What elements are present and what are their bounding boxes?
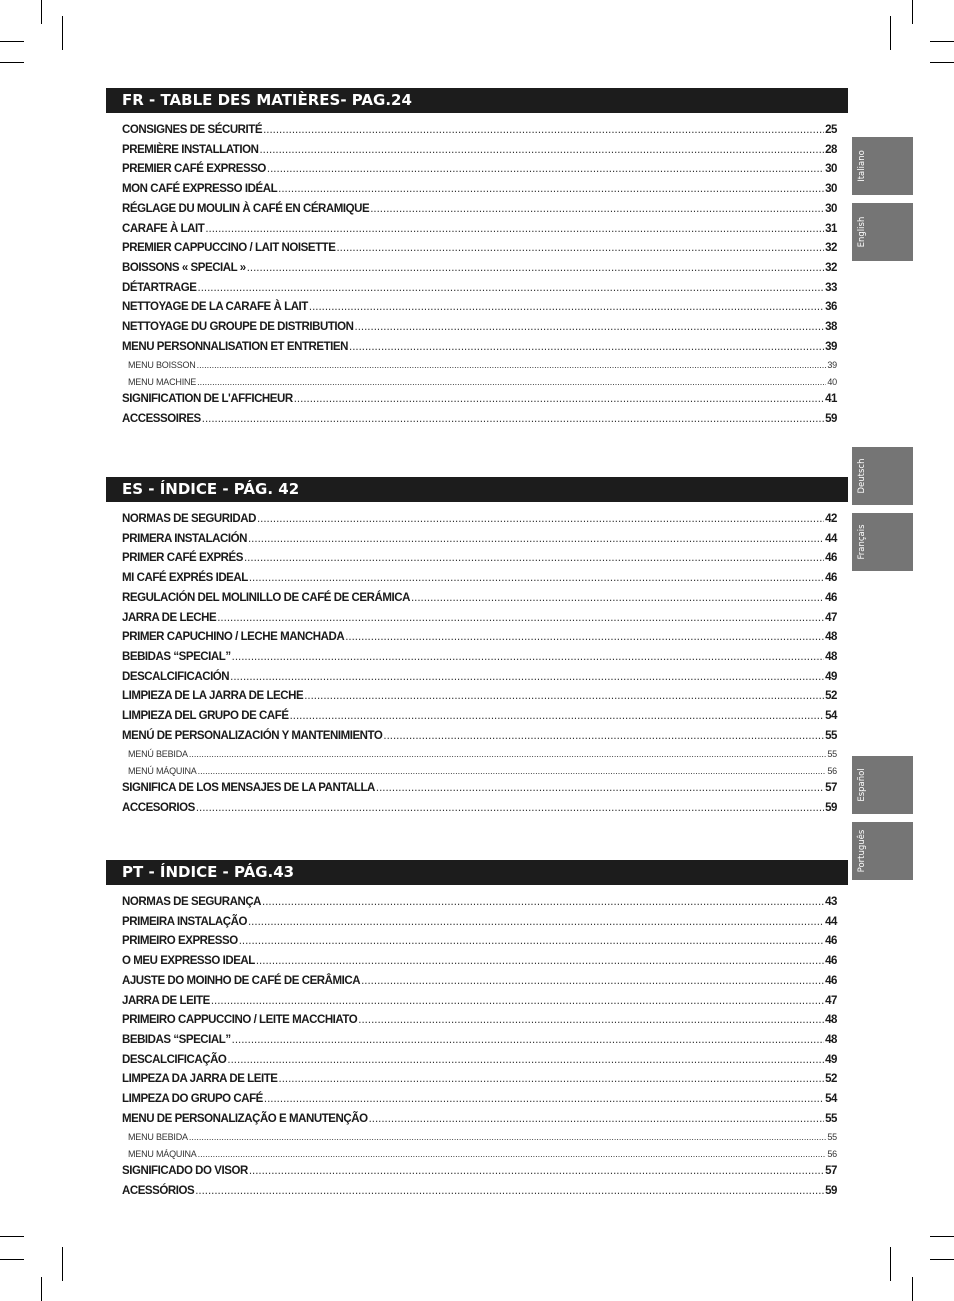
toc-entry[interactable] <box>122 1182 837 1202</box>
dot-leader <box>197 374 826 391</box>
toc-entry-label: ACCESSOIRES <box>122 413 201 426</box>
toc-section-es <box>106 477 848 819</box>
dot-leader <box>248 913 824 933</box>
toc-entry-page: 47 <box>825 994 837 1007</box>
toc-entry-label: JARRA DE LECHE <box>122 611 217 624</box>
dot-leader <box>248 530 824 550</box>
dot-leader <box>196 799 824 819</box>
toc-entry[interactable] <box>122 628 837 648</box>
toc-entry-page: 48 <box>825 1014 837 1027</box>
dot-leader <box>198 279 825 299</box>
toc-entry-label: PRIMERA INSTALACIÓN <box>122 532 247 545</box>
dot-leader <box>361 972 824 992</box>
toc-entry-label: PRIMEIRO CAPPUCCINO / LEITE MACCHIATO <box>122 1014 358 1027</box>
toc-entry[interactable] <box>122 259 837 279</box>
toc-entry-page: 54 <box>825 1093 837 1106</box>
toc-entry-page: 38 <box>825 321 837 334</box>
dot-leader <box>198 1146 827 1163</box>
dot-leader <box>336 239 824 259</box>
toc-entry-page: 59 <box>825 802 837 815</box>
dot-leader <box>198 763 827 780</box>
toc-subentry[interactable] <box>122 763 837 780</box>
lang-tab-label: Português <box>857 829 867 873</box>
toc-entry[interactable] <box>122 799 837 819</box>
lang-tab-italiano[interactable] <box>852 137 913 195</box>
toc-entry-page: 40 <box>827 376 837 387</box>
toc-entry[interactable] <box>122 913 837 933</box>
toc-entry[interactable] <box>122 569 837 589</box>
toc-list <box>106 893 848 1202</box>
toc-entry[interactable] <box>122 121 837 141</box>
toc-entry-label: MENU DE PERSONALIZAÇÃO E MANUTENÇÃO <box>122 1112 368 1125</box>
crop-mark <box>890 16 891 50</box>
toc-entry-label: PREMIER CAPPUCCINO / LAIT NOISETTE <box>122 242 336 255</box>
toc-entry[interactable] <box>122 390 837 410</box>
toc-entry-label: NETTOYAGE DU GROUPE DE DISTRIBUTION <box>122 321 354 334</box>
toc-entry-page: 57 <box>825 1165 837 1178</box>
dot-leader <box>263 121 824 141</box>
toc-entry-page: 48 <box>825 650 837 663</box>
toc-entry[interactable] <box>122 200 837 220</box>
toc-entry[interactable] <box>122 549 837 569</box>
dot-leader <box>304 687 824 707</box>
toc-entry[interactable] <box>122 992 837 1012</box>
dot-leader <box>290 707 825 727</box>
dot-leader <box>249 569 824 589</box>
section-title: PT - ÍNDICE - PÁG.43 <box>106 860 848 885</box>
toc-entry-label: PRIMEIRO EXPRESSO <box>122 935 238 948</box>
dot-leader <box>189 746 827 763</box>
toc-entry-label: PREMIER CAFÉ EXPRESSO <box>122 163 266 176</box>
crop-mark <box>41 0 42 24</box>
crop-mark <box>930 1259 954 1260</box>
dot-leader <box>358 1011 824 1031</box>
toc-entry-label: MI CAFÉ EXPRÉS IDEAL <box>122 572 248 585</box>
toc-entry[interactable] <box>122 510 837 530</box>
toc-entry[interactable] <box>122 609 837 629</box>
toc-entry[interactable] <box>122 1090 837 1110</box>
toc-entry[interactable] <box>122 1162 837 1182</box>
dot-leader <box>278 180 824 200</box>
crop-mark <box>41 1277 42 1301</box>
dot-leader <box>232 648 824 668</box>
toc-entry-label: DÉTARTRAGE <box>122 281 197 294</box>
toc-entry[interactable] <box>122 298 837 318</box>
toc-entry-page: 32 <box>825 242 837 255</box>
toc-entry[interactable] <box>122 727 837 747</box>
toc-entry-label: BEBIDAS “SPECIAL” <box>122 1033 231 1046</box>
toc-entry[interactable] <box>122 648 837 668</box>
toc-list <box>106 510 848 819</box>
dot-leader <box>230 668 824 688</box>
toc-entry[interactable] <box>122 779 837 799</box>
toc-entry-page: 28 <box>825 143 837 156</box>
toc-entry-label: BOISSONS « SPECIAL » <box>122 261 246 274</box>
lang-tab-label: Español <box>857 768 867 802</box>
dot-leader <box>309 298 824 318</box>
crop-mark <box>62 1247 63 1281</box>
dot-leader <box>239 932 824 952</box>
section-title: FR - TABLE DES MATIÈRES- PAG.24 <box>106 88 848 113</box>
dot-leader <box>249 1162 824 1182</box>
toc-entry-page: 39 <box>827 360 837 371</box>
dot-leader <box>257 510 824 530</box>
toc-entry-label: CARAFE À LAIT <box>122 222 205 235</box>
toc-subentry[interactable] <box>122 746 837 763</box>
crop-mark <box>930 1236 954 1237</box>
toc-entry-label: NORMAS DE SEGURANÇA <box>122 896 262 908</box>
toc-entry-page: 46 <box>825 974 837 987</box>
dot-leader <box>227 1051 824 1071</box>
toc-entry[interactable] <box>122 220 837 240</box>
toc-entry-page: 48 <box>825 631 837 644</box>
toc-entry-label: JARRA DE LEITE <box>122 994 210 1007</box>
toc-entry-page: 25 <box>825 124 837 136</box>
toc-entry[interactable] <box>122 932 837 952</box>
toc-entry-label: LIMPEZA DO GRUPO CAFÉ <box>122 1093 263 1106</box>
lang-tab-francais[interactable] <box>852 513 913 571</box>
toc-entry-page: 55 <box>827 749 837 760</box>
dot-leader <box>376 779 824 799</box>
lang-tab-english[interactable] <box>852 203 913 261</box>
dot-leader <box>262 893 824 913</box>
dot-leader <box>205 220 824 240</box>
dot-leader <box>264 1090 824 1110</box>
toc-entry[interactable] <box>122 1070 837 1090</box>
toc-entry-label: AJUSTE DO MOINHO DE CAFÉ DE CERÂMICA <box>122 974 361 987</box>
dot-leader <box>247 259 824 279</box>
toc-entry-page: 46 <box>825 572 837 585</box>
toc-entry-page: 30 <box>825 163 837 176</box>
crop-mark <box>912 1277 913 1301</box>
dot-leader <box>211 992 824 1012</box>
toc-entry[interactable] <box>122 1011 837 1031</box>
toc-entry-page: 55 <box>827 1132 837 1143</box>
toc-entry-label: MENÚ MÁQUINA <box>128 765 197 776</box>
dot-leader <box>256 952 824 972</box>
toc-subentry[interactable] <box>122 1129 837 1146</box>
toc-section-fr <box>106 88 848 430</box>
crop-mark <box>890 1247 891 1281</box>
toc-entry[interactable] <box>122 1110 837 1130</box>
toc-entry-label: MENÚ BEBIDA <box>128 749 188 760</box>
toc-entry[interactable] <box>122 239 837 259</box>
toc-entry-page: 43 <box>825 896 837 908</box>
toc-entry[interactable] <box>122 338 837 358</box>
toc-entry-page: 55 <box>825 1112 837 1125</box>
toc-entry-page: 30 <box>825 202 837 215</box>
toc-entry-label: NETTOYAGE DE LA CARAFE À LAIT <box>122 301 308 314</box>
dot-leader <box>267 160 824 180</box>
toc-entry-page: 46 <box>825 591 837 604</box>
dot-leader <box>294 390 824 410</box>
toc-entry-page: 44 <box>825 532 837 545</box>
toc-entry-label: MENU PERSONNALISATION ET ENTRETIEN <box>122 340 348 353</box>
toc-entry[interactable] <box>122 893 837 913</box>
dot-leader <box>197 357 827 374</box>
toc-entry-label: MENU BEBIDA <box>128 1132 188 1143</box>
toc-entry-label: SIGNIFICA DE LOS MENSAJES DE LA PANTALLA <box>122 782 375 795</box>
toc-entry[interactable] <box>122 410 837 430</box>
lang-tab-label: Deutsch <box>857 458 867 494</box>
toc-entry-label: REGULACIÓN DEL MOLINILLO DE CAFÉ DE CERÁMICA <box>122 591 410 604</box>
lang-tab-label: Français <box>857 524 867 560</box>
dot-leader <box>189 1129 827 1146</box>
toc-entry-label: O MEU EXPRESSO IDEAL <box>122 955 255 968</box>
toc-entry-page: 52 <box>825 690 837 703</box>
dot-leader <box>369 1110 825 1130</box>
toc-entry-page: 46 <box>825 955 837 968</box>
lang-tab-label: Italiano <box>857 150 867 182</box>
toc-entry-page: 32 <box>825 261 837 274</box>
toc-entry-label: DESCALCIFICAÇÃO <box>122 1053 227 1066</box>
dot-leader <box>259 141 824 161</box>
crop-mark <box>0 1236 24 1237</box>
toc-entry-page: 54 <box>825 710 837 723</box>
toc-entry-page: 57 <box>825 782 837 795</box>
toc-entry[interactable] <box>122 589 837 609</box>
toc-entry-label: LIMPIEZA DEL GRUPO DE CAFÉ <box>122 710 289 723</box>
toc-entry-page: 46 <box>825 935 837 948</box>
toc-entry-label: DESCALCIFICACIÓN <box>122 670 230 683</box>
toc-entry-page: 44 <box>825 915 837 928</box>
toc-entry-page: 41 <box>825 393 837 406</box>
toc-entry-page: 46 <box>825 552 837 565</box>
dot-leader <box>195 1182 824 1202</box>
toc-entry-page: 52 <box>825 1073 837 1086</box>
toc-section-pt <box>106 860 848 1202</box>
toc-entry-page: 48 <box>825 1033 837 1046</box>
toc-entry-label: PREMIÈRE INSTALLATION <box>122 143 259 156</box>
toc-entry-page: 59 <box>825 1185 837 1198</box>
toc-entry-label: MENU MACHINE <box>128 376 197 387</box>
dot-leader <box>355 318 825 338</box>
toc-entry-page: 56 <box>827 1148 837 1159</box>
toc-entry-page: 55 <box>825 729 837 742</box>
toc-entry[interactable] <box>122 668 837 688</box>
lang-tab-espanol[interactable] <box>852 756 913 814</box>
toc-entry[interactable] <box>122 707 837 727</box>
crop-mark <box>930 62 954 63</box>
dot-leader <box>345 628 824 648</box>
toc-entry-label: MENU BOISSON <box>128 360 196 371</box>
crop-mark <box>912 0 913 24</box>
toc-entry-label: SIGNIFICADO DO VISOR <box>122 1165 248 1178</box>
toc-entry-page: 31 <box>825 222 837 235</box>
toc-entry-page: 59 <box>825 413 837 426</box>
toc-entry[interactable] <box>122 318 837 338</box>
section-title: ES - ÍNDICE - PÁG. 42 <box>106 477 848 502</box>
toc-entry[interactable] <box>122 1031 837 1051</box>
toc-entry-label: SIGNIFICATION DE L'AFFICHEUR <box>122 393 293 406</box>
toc-entry-label: PRIMER CAPUCHINO / LECHE MANCHADA <box>122 631 345 644</box>
toc-subentry[interactable] <box>122 357 837 374</box>
toc-entry-page: 36 <box>825 301 837 314</box>
toc-entry-label: PRIMEIRA INSTALAÇÃO <box>122 915 247 928</box>
dot-leader <box>370 200 824 220</box>
toc-entry[interactable] <box>122 687 837 707</box>
toc-entry-label: MENU MÁQUINA <box>128 1148 197 1159</box>
toc-entry-label: LIMPIEZA DE LA JARRA DE LECHE <box>122 690 304 703</box>
dot-leader <box>383 727 824 747</box>
toc-entry-label: PRIMER CAFÉ EXPRÉS <box>122 552 243 565</box>
toc-entry[interactable] <box>122 972 837 992</box>
toc-entry-label: LIMPEZA DA JARRA DE LEITE <box>122 1073 278 1086</box>
lang-tab-label: English <box>857 216 867 248</box>
toc-entry[interactable] <box>122 160 837 180</box>
toc-entry-page: 56 <box>827 765 837 776</box>
toc-entry-label: NORMAS DE SEGURIDAD <box>122 513 256 525</box>
crop-mark <box>0 1259 24 1260</box>
toc-entry-label: ACCESORIOS <box>122 802 195 815</box>
dot-leader <box>411 589 824 609</box>
toc-entry[interactable] <box>122 180 837 200</box>
crop-mark <box>62 16 63 50</box>
dot-leader <box>244 549 824 569</box>
toc-entry[interactable] <box>122 530 837 550</box>
lang-tab-deutsch[interactable] <box>852 447 913 505</box>
toc-entry-page: 39 <box>825 340 837 353</box>
dot-leader <box>279 1070 825 1090</box>
dot-leader <box>202 410 824 430</box>
lang-tab-portugues[interactable] <box>852 822 913 880</box>
dot-leader <box>232 1031 824 1051</box>
dot-leader <box>349 338 824 358</box>
toc-entry-page: 49 <box>825 1053 837 1066</box>
toc-subentry[interactable] <box>122 1146 837 1163</box>
toc-entry-label: MON CAFÉ EXPRESSO IDÉAL <box>122 183 278 196</box>
toc-entry[interactable] <box>122 1051 837 1071</box>
toc-entry-page: 47 <box>825 611 837 624</box>
toc-entry[interactable] <box>122 141 837 161</box>
toc-entry-label: CONSIGNES DE SÉCURITÉ <box>122 124 263 136</box>
crop-mark <box>930 41 954 42</box>
dot-leader <box>217 609 824 629</box>
crop-mark <box>0 41 24 42</box>
toc-entry-label: ACESSÓRIOS <box>122 1185 195 1198</box>
crop-mark <box>0 62 24 63</box>
toc-entry-page: 33 <box>825 281 837 294</box>
toc-entry-page: 49 <box>825 670 837 683</box>
toc-entry[interactable] <box>122 279 837 299</box>
toc-entry-label: BEBIDAS “SPECIAL” <box>122 650 231 663</box>
toc-entry-label: RÉGLAGE DU MOULIN À CAFÉ EN CÉRAMIQUE <box>122 202 370 215</box>
toc-list <box>106 121 848 430</box>
toc-entry-page: 42 <box>825 513 837 525</box>
toc-subentry[interactable] <box>122 374 837 391</box>
toc-entry[interactable] <box>122 952 837 972</box>
toc-entry-label: MENÚ DE PERSONALIZACIÓN Y MANTENIMIENTO <box>122 729 383 742</box>
toc-entry-page: 30 <box>825 183 837 196</box>
